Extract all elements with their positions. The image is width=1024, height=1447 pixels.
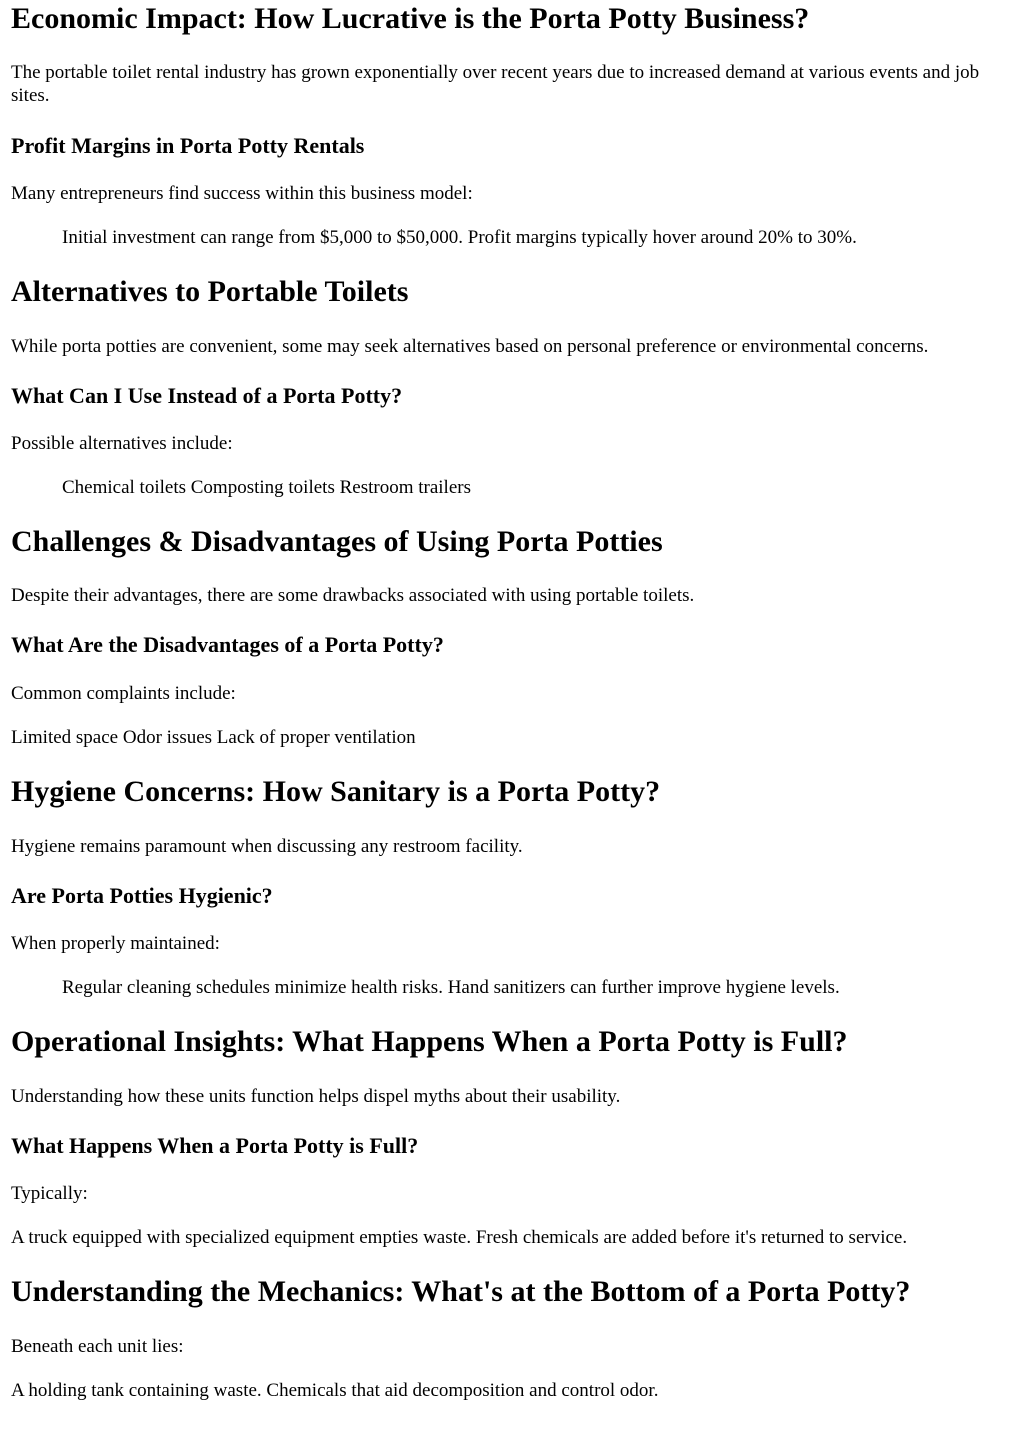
section-intro: While porta potties are convenient, some may seek alternatives based on personal preference or environmental concerns.	[11, 336, 929, 357]
section-heading: Economic Impact: How Lucrative is the Porta Potty Business?	[11, 2, 810, 35]
section-intro: Beneath each unit lies:	[11, 1336, 184, 1357]
list-lead: Possible alternatives include:	[11, 433, 233, 454]
section-heading: Challenges & Disadvantages of Using Porta Potties	[11, 525, 663, 558]
section-heading: Operational Insights: What Happens When a Porta Potty is Full?	[11, 1025, 848, 1058]
list-lead: Typically:	[11, 1183, 88, 1204]
list-items: A truck equipped with specialized equipment empties waste. Fresh chemicals are added before it's returned to service.	[11, 1227, 908, 1248]
section-intro: Despite their advantages, there are some drawbacks associated with using portable toilets.	[11, 585, 695, 606]
section-intro: Understanding how these units function helps dispel myths about their usability.	[11, 1086, 621, 1107]
list-lead: Common complaints include:	[11, 683, 236, 704]
section-heading: Hygiene Concerns: How Sanitary is a Porta Potty?	[11, 775, 661, 808]
subsection-heading: What Are the Disadvantages of a Porta Potty?	[11, 632, 444, 657]
subsection-heading: Are Porta Potties Hygienic?	[11, 883, 273, 908]
list-items: A holding tank containing waste. Chemicals that aid decomposition and control odor.	[11, 1380, 659, 1401]
section-intro: Hygiene remains paramount when discussing any restroom facility.	[11, 836, 523, 857]
list-lead: Many entrepreneurs find success within this business model:	[11, 183, 473, 204]
list-lead: When properly maintained:	[11, 933, 220, 954]
subsection-heading: Profit Margins in Porta Potty Rentals	[11, 133, 365, 158]
section-alternatives	[11, 274, 1014, 499]
section-intro: The portable toilet rental industry has grown exponentially over recent years due to increased demand at various events and job sites.	[11, 62, 980, 106]
section-heading: Alternatives to Portable Toilets	[11, 275, 409, 308]
subsection-heading: What Can I Use Instead of a Porta Potty?	[11, 383, 403, 408]
section-mechanics	[11, 1274, 1014, 1402]
subsection-heading: What Happens When a Porta Potty is Full?	[11, 1133, 419, 1158]
article-body	[0, 1, 1024, 1402]
section-challenges	[11, 524, 1014, 749]
section-heading: Understanding the Mechanics: What's at the Bottom of a Porta Potty?	[11, 1275, 911, 1308]
section-hygiene	[11, 774, 1014, 999]
section-economic-impact	[11, 1, 1014, 249]
list-items: Regular cleaning schedules minimize health risks. Hand sanitizers can further improve hygiene levels.	[62, 977, 840, 998]
list-items: Initial investment can range from $5,000 to $50,000. Profit margins typically hover around 20% to 30%.	[62, 227, 857, 248]
section-operational	[11, 1024, 1014, 1249]
list-items: Chemical toilets Composting toilets Restroom trailers	[62, 477, 471, 498]
list-items: Limited space Odor issues Lack of proper ventilation	[11, 727, 416, 748]
